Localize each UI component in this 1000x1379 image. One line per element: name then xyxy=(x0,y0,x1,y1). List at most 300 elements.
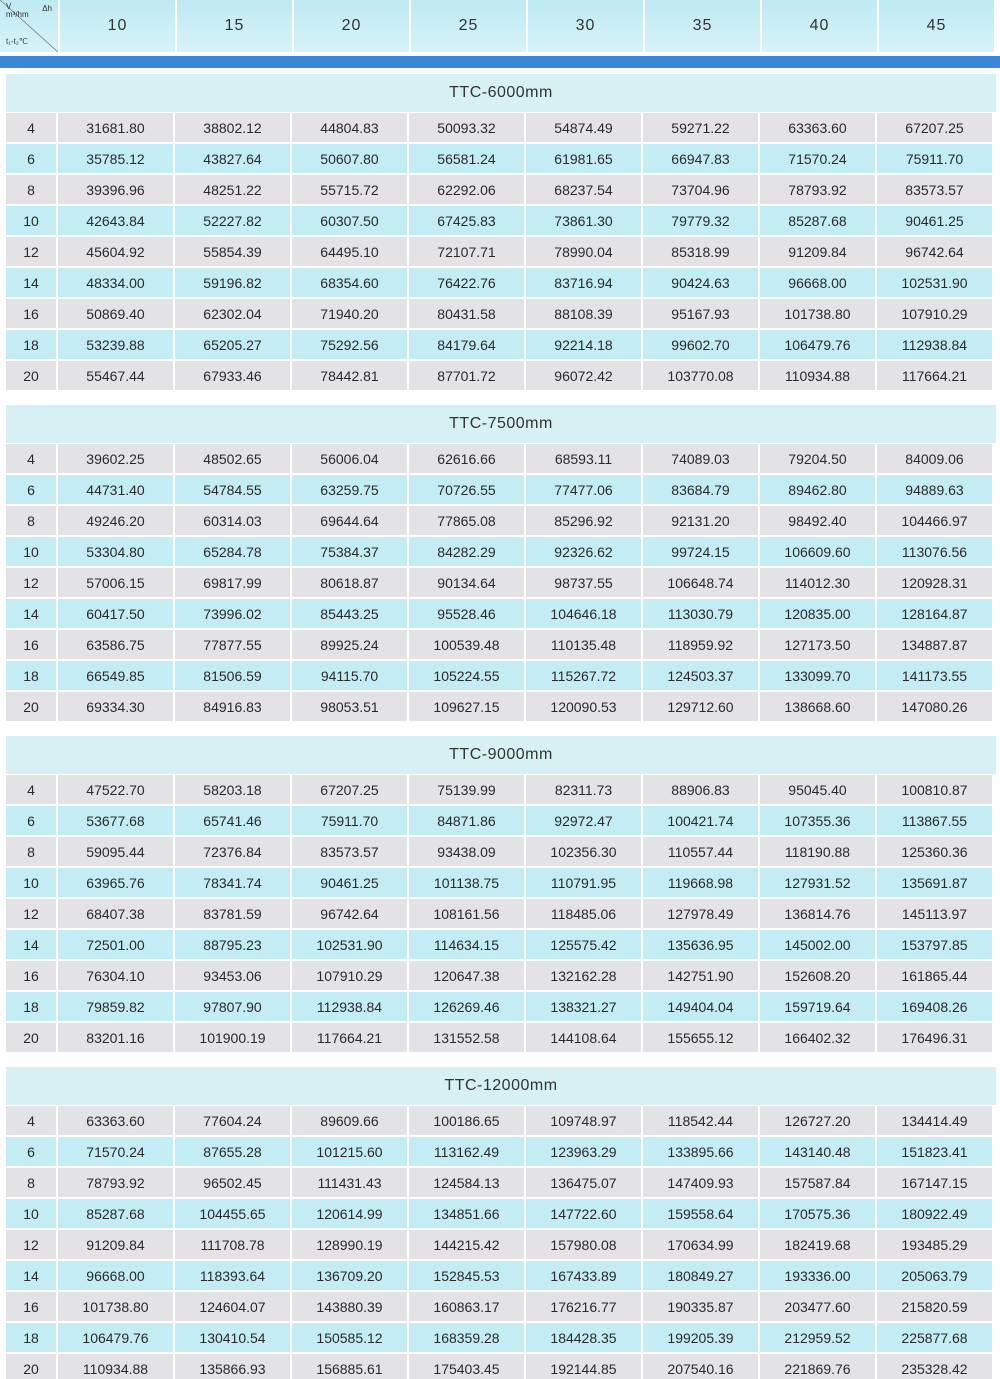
value-cell: 182419.68 xyxy=(760,1230,875,1259)
value-cell: 77865.08 xyxy=(409,506,524,535)
value-cell: 175403.45 xyxy=(409,1354,524,1379)
table-row xyxy=(6,1167,996,1198)
value-cell: 66947.83 xyxy=(643,144,758,173)
section-title: TTC-6000mm xyxy=(6,74,996,112)
value-cell: 60417.50 xyxy=(58,599,173,628)
row-temp-cell: 20 xyxy=(6,692,56,721)
value-cell: 83201.16 xyxy=(58,1023,173,1052)
value-cell: 60307.50 xyxy=(292,206,407,235)
value-cell: 138668.60 xyxy=(760,692,875,721)
table-row xyxy=(6,112,996,143)
column-header: 45 xyxy=(879,0,994,52)
value-cell: 77604.24 xyxy=(175,1106,290,1135)
value-cell: 96668.00 xyxy=(58,1261,173,1290)
value-cell: 73861.30 xyxy=(526,206,641,235)
value-cell: 100810.87 xyxy=(877,775,992,804)
value-cell: 118485.06 xyxy=(526,899,641,928)
table-row xyxy=(6,1353,996,1379)
table-row xyxy=(6,991,996,1022)
value-cell: 235328.42 xyxy=(877,1354,992,1379)
value-cell: 113867.55 xyxy=(877,806,992,835)
value-cell: 127978.49 xyxy=(643,899,758,928)
value-cell: 135691.87 xyxy=(877,868,992,897)
row-temp-cell: 16 xyxy=(6,630,56,659)
value-cell: 134887.87 xyxy=(877,630,992,659)
value-cell: 190335.87 xyxy=(643,1292,758,1321)
table-row xyxy=(6,1291,996,1322)
row-temp-cell: 6 xyxy=(6,806,56,835)
table-row xyxy=(6,960,996,991)
value-cell: 52227.82 xyxy=(175,206,290,235)
value-cell: 176216.77 xyxy=(526,1292,641,1321)
value-cell: 54784.55 xyxy=(175,475,290,504)
value-cell: 96742.64 xyxy=(877,237,992,266)
row-temp-cell: 10 xyxy=(6,868,56,897)
value-cell: 82311.73 xyxy=(526,775,641,804)
value-cell: 95167.93 xyxy=(643,299,758,328)
value-cell: 93453.06 xyxy=(175,961,290,990)
table-row xyxy=(6,536,996,567)
value-cell: 95045.40 xyxy=(760,775,875,804)
row-temp-cell: 14 xyxy=(6,1261,56,1290)
value-cell: 79859.82 xyxy=(58,992,173,1021)
value-cell: 112938.84 xyxy=(292,992,407,1021)
row-temp-cell: 20 xyxy=(6,1354,56,1379)
value-cell: 95528.46 xyxy=(409,599,524,628)
value-cell: 94889.63 xyxy=(877,475,992,504)
value-cell: 47522.70 xyxy=(58,775,173,804)
table-row xyxy=(6,205,996,236)
value-cell: 159558.64 xyxy=(643,1199,758,1228)
value-cell: 110135.48 xyxy=(526,630,641,659)
row-temp-cell: 4 xyxy=(6,113,56,142)
table-row xyxy=(6,1022,996,1053)
value-cell: 134414.49 xyxy=(877,1106,992,1135)
table-row xyxy=(6,898,996,929)
value-cell: 78793.92 xyxy=(760,175,875,204)
value-cell: 87655.28 xyxy=(175,1137,290,1166)
value-cell: 76304.10 xyxy=(58,961,173,990)
value-cell: 84871.86 xyxy=(409,806,524,835)
value-cell: 59196.82 xyxy=(175,268,290,297)
v-unit: m³/hm xyxy=(6,10,29,19)
value-cell: 155655.12 xyxy=(643,1023,758,1052)
value-cell: 56581.24 xyxy=(409,144,524,173)
value-cell: 96502.45 xyxy=(175,1168,290,1197)
value-cell: 170575.36 xyxy=(760,1199,875,1228)
table-section xyxy=(6,736,996,1053)
section-title: TTC-9000mm xyxy=(6,736,996,774)
value-cell: 55467.44 xyxy=(58,361,173,390)
value-cell: 193336.00 xyxy=(760,1261,875,1290)
value-cell: 48334.00 xyxy=(58,268,173,297)
value-cell: 39396.96 xyxy=(58,175,173,204)
value-cell: 75911.70 xyxy=(292,806,407,835)
corner-dh-label: Δh xyxy=(42,4,52,13)
value-cell: 88795.23 xyxy=(175,930,290,959)
value-cell: 73996.02 xyxy=(175,599,290,628)
value-cell: 128164.87 xyxy=(877,599,992,628)
value-cell: 105224.55 xyxy=(409,661,524,690)
value-cell: 73704.96 xyxy=(643,175,758,204)
value-cell: 106479.76 xyxy=(58,1323,173,1352)
table-row xyxy=(6,1260,996,1291)
row-temp-cell: 12 xyxy=(6,1230,56,1259)
value-cell: 133895.66 xyxy=(643,1137,758,1166)
value-cell: 53304.80 xyxy=(58,537,173,566)
value-cell: 110934.88 xyxy=(58,1354,173,1379)
value-cell: 75384.37 xyxy=(292,537,407,566)
value-cell: 110934.88 xyxy=(760,361,875,390)
value-cell: 114634.15 xyxy=(409,930,524,959)
row-temp-cell: 14 xyxy=(6,599,56,628)
value-cell: 125575.42 xyxy=(526,930,641,959)
value-cell: 63363.60 xyxy=(760,113,875,142)
row-temp-cell: 14 xyxy=(6,930,56,959)
value-cell: 117664.21 xyxy=(877,361,992,390)
value-cell: 136475.07 xyxy=(526,1168,641,1197)
column-header: 15 xyxy=(177,0,292,52)
value-cell: 106479.76 xyxy=(760,330,875,359)
value-cell: 71940.20 xyxy=(292,299,407,328)
value-cell: 98492.40 xyxy=(760,506,875,535)
value-cell: 99724.15 xyxy=(643,537,758,566)
value-cell: 96072.42 xyxy=(526,361,641,390)
value-cell: 104466.97 xyxy=(877,506,992,535)
value-cell: 44731.40 xyxy=(58,475,173,504)
value-cell: 96668.00 xyxy=(760,268,875,297)
value-cell: 127173.50 xyxy=(760,630,875,659)
value-cell: 120090.53 xyxy=(526,692,641,721)
value-cell: 90424.63 xyxy=(643,268,758,297)
value-cell: 59095.44 xyxy=(58,837,173,866)
row-temp-cell: 14 xyxy=(6,268,56,297)
value-cell: 100421.74 xyxy=(643,806,758,835)
value-cell: 125360.36 xyxy=(877,837,992,866)
value-cell: 106609.60 xyxy=(760,537,875,566)
value-cell: 152845.53 xyxy=(409,1261,524,1290)
value-cell: 147080.26 xyxy=(877,692,992,721)
value-cell: 53677.68 xyxy=(58,806,173,835)
value-cell: 225877.68 xyxy=(877,1323,992,1352)
v-symbol: V xyxy=(6,2,12,11)
table-row xyxy=(6,143,996,174)
value-cell: 176496.31 xyxy=(877,1023,992,1052)
value-cell: 94115.70 xyxy=(292,661,407,690)
row-temp-cell: 8 xyxy=(6,175,56,204)
row-temp-cell: 20 xyxy=(6,1023,56,1052)
row-temp-cell: 8 xyxy=(6,506,56,535)
value-cell: 74089.03 xyxy=(643,444,758,473)
value-cell: 87701.72 xyxy=(409,361,524,390)
value-cell: 104455.65 xyxy=(175,1199,290,1228)
value-cell: 92972.47 xyxy=(526,806,641,835)
value-cell: 212959.52 xyxy=(760,1323,875,1352)
value-cell: 78341.74 xyxy=(175,868,290,897)
value-cell: 67207.25 xyxy=(292,775,407,804)
value-cell: 69817.99 xyxy=(175,568,290,597)
value-cell: 79204.50 xyxy=(760,444,875,473)
table-row xyxy=(6,236,996,267)
value-cell: 144108.64 xyxy=(526,1023,641,1052)
value-cell: 93438.09 xyxy=(409,837,524,866)
table-row xyxy=(6,474,996,505)
value-cell: 64495.10 xyxy=(292,237,407,266)
value-cell: 124604.07 xyxy=(175,1292,290,1321)
value-cell: 78442.81 xyxy=(292,361,407,390)
value-cell: 42643.84 xyxy=(58,206,173,235)
value-cell: 92214.18 xyxy=(526,330,641,359)
column-header: 40 xyxy=(762,0,877,52)
table-row xyxy=(6,691,996,722)
value-cell: 83684.79 xyxy=(643,475,758,504)
value-cell: 68237.54 xyxy=(526,175,641,204)
value-cell: 101738.80 xyxy=(760,299,875,328)
value-cell: 78990.04 xyxy=(526,237,641,266)
value-cell: 101215.60 xyxy=(292,1137,407,1166)
value-cell: 167147.15 xyxy=(877,1168,992,1197)
section-title: TTC-7500mm xyxy=(6,405,996,443)
value-cell: 85318.99 xyxy=(643,237,758,266)
table-row xyxy=(6,443,996,474)
value-cell: 103770.08 xyxy=(643,361,758,390)
column-header: 20 xyxy=(294,0,409,52)
value-cell: 120614.99 xyxy=(292,1199,407,1228)
header-separator-bar xyxy=(0,56,1000,68)
value-cell: 91209.84 xyxy=(58,1230,173,1259)
value-cell: 120928.31 xyxy=(877,568,992,597)
value-cell: 199205.39 xyxy=(643,1323,758,1352)
value-cell: 129712.60 xyxy=(643,692,758,721)
value-cell: 84916.83 xyxy=(175,692,290,721)
value-cell: 143880.39 xyxy=(292,1292,407,1321)
row-temp-cell: 18 xyxy=(6,330,56,359)
table-row xyxy=(6,598,996,629)
value-cell: 107910.29 xyxy=(877,299,992,328)
value-cell: 157587.84 xyxy=(760,1168,875,1197)
value-cell: 72376.84 xyxy=(175,837,290,866)
column-header: 10 xyxy=(60,0,175,52)
value-cell: 70726.55 xyxy=(409,475,524,504)
row-temp-cell: 4 xyxy=(6,1106,56,1135)
row-temp-cell: 6 xyxy=(6,475,56,504)
value-cell: 143140.48 xyxy=(760,1137,875,1166)
value-cell: 79779.32 xyxy=(643,206,758,235)
value-cell: 84282.29 xyxy=(409,537,524,566)
value-cell: 68354.60 xyxy=(292,268,407,297)
value-cell: 114012.30 xyxy=(760,568,875,597)
value-cell: 96742.64 xyxy=(292,899,407,928)
value-cell: 56006.04 xyxy=(292,444,407,473)
value-cell: 152608.20 xyxy=(760,961,875,990)
value-cell: 44804.83 xyxy=(292,113,407,142)
value-cell: 100539.48 xyxy=(409,630,524,659)
row-temp-cell: 16 xyxy=(6,961,56,990)
value-cell: 107355.36 xyxy=(760,806,875,835)
value-cell: 75911.70 xyxy=(877,144,992,173)
row-temp-cell: 16 xyxy=(6,1292,56,1321)
value-cell: 85296.92 xyxy=(526,506,641,535)
value-cell: 35785.12 xyxy=(58,144,173,173)
table-row xyxy=(6,505,996,536)
value-cell: 65284.78 xyxy=(175,537,290,566)
corner-v-label xyxy=(6,3,29,19)
value-cell: 80618.87 xyxy=(292,568,407,597)
value-cell: 135866.93 xyxy=(175,1354,290,1379)
value-cell: 53239.88 xyxy=(58,330,173,359)
value-cell: 72501.00 xyxy=(58,930,173,959)
row-temp-cell: 6 xyxy=(6,144,56,173)
value-cell: 58203.18 xyxy=(175,775,290,804)
row-temp-cell: 16 xyxy=(6,299,56,328)
value-cell: 63965.76 xyxy=(58,868,173,897)
value-cell: 118393.64 xyxy=(175,1261,290,1290)
value-cell: 160863.17 xyxy=(409,1292,524,1321)
value-cell: 55854.39 xyxy=(175,237,290,266)
value-cell: 147409.93 xyxy=(643,1168,758,1197)
value-cell: 107910.29 xyxy=(292,961,407,990)
value-cell: 215820.59 xyxy=(877,1292,992,1321)
value-cell: 115267.72 xyxy=(526,661,641,690)
value-cell: 184428.35 xyxy=(526,1323,641,1352)
value-cell: 111431.43 xyxy=(292,1168,407,1197)
value-cell: 149404.04 xyxy=(643,992,758,1021)
value-cell: 159719.64 xyxy=(760,992,875,1021)
value-cell: 92131.20 xyxy=(643,506,758,535)
value-cell: 84179.64 xyxy=(409,330,524,359)
value-cell: 102356.30 xyxy=(526,837,641,866)
value-cell: 50607.80 xyxy=(292,144,407,173)
value-cell: 144215.42 xyxy=(409,1230,524,1259)
value-cell: 131552.58 xyxy=(409,1023,524,1052)
value-cell: 39602.25 xyxy=(58,444,173,473)
value-cell: 113076.56 xyxy=(877,537,992,566)
value-cell: 167433.89 xyxy=(526,1261,641,1290)
value-cell: 124584.13 xyxy=(409,1168,524,1197)
table-row xyxy=(6,867,996,898)
value-cell: 80431.58 xyxy=(409,299,524,328)
value-cell: 108161.56 xyxy=(409,899,524,928)
value-cell: 98737.55 xyxy=(526,568,641,597)
value-cell: 136709.20 xyxy=(292,1261,407,1290)
value-cell: 84009.06 xyxy=(877,444,992,473)
table-row xyxy=(6,929,996,960)
value-cell: 153797.85 xyxy=(877,930,992,959)
row-temp-cell: 18 xyxy=(6,1323,56,1352)
value-cell: 112938.84 xyxy=(877,330,992,359)
value-cell: 83573.57 xyxy=(877,175,992,204)
value-cell: 91209.84 xyxy=(760,237,875,266)
value-cell: 88906.83 xyxy=(643,775,758,804)
value-cell: 68407.38 xyxy=(58,899,173,928)
value-cell: 113162.49 xyxy=(409,1137,524,1166)
value-cell: 111708.78 xyxy=(175,1230,290,1259)
value-cell: 54874.49 xyxy=(526,113,641,142)
row-temp-cell: 10 xyxy=(6,1199,56,1228)
value-cell: 117664.21 xyxy=(292,1023,407,1052)
value-cell: 67425.83 xyxy=(409,206,524,235)
value-cell: 203477.60 xyxy=(760,1292,875,1321)
value-cell: 75292.56 xyxy=(292,330,407,359)
value-cell: 85443.25 xyxy=(292,599,407,628)
table-row xyxy=(6,836,996,867)
value-cell: 113030.79 xyxy=(643,599,758,628)
table-row xyxy=(6,1105,996,1136)
row-temp-cell: 4 xyxy=(6,444,56,473)
value-cell: 101138.75 xyxy=(409,868,524,897)
value-cell: 85287.68 xyxy=(58,1199,173,1228)
value-cell: 98053.51 xyxy=(292,692,407,721)
value-cell: 145113.97 xyxy=(877,899,992,928)
value-cell: 126727.20 xyxy=(760,1106,875,1135)
value-cell: 69644.64 xyxy=(292,506,407,535)
value-cell: 151823.41 xyxy=(877,1137,992,1166)
value-cell: 166402.32 xyxy=(760,1023,875,1052)
value-cell: 126269.46 xyxy=(409,992,524,1021)
section-title: TTC-12000mm xyxy=(6,1067,996,1105)
table-row xyxy=(6,267,996,298)
value-cell: 71570.24 xyxy=(760,144,875,173)
row-temp-cell: 18 xyxy=(6,661,56,690)
value-cell: 104646.18 xyxy=(526,599,641,628)
value-cell: 63259.75 xyxy=(292,475,407,504)
value-cell: 136814.76 xyxy=(760,899,875,928)
value-cell: 147722.60 xyxy=(526,1199,641,1228)
value-cell: 63363.60 xyxy=(58,1106,173,1135)
value-cell: 65741.46 xyxy=(175,806,290,835)
row-temp-cell: 8 xyxy=(6,1168,56,1197)
row-temp-cell: 20 xyxy=(6,361,56,390)
value-cell: 132162.28 xyxy=(526,961,641,990)
value-cell: 90134.64 xyxy=(409,568,524,597)
value-cell: 118190.88 xyxy=(760,837,875,866)
value-cell: 141173.55 xyxy=(877,661,992,690)
value-cell: 92326.62 xyxy=(526,537,641,566)
value-cell: 90461.25 xyxy=(292,868,407,897)
value-cell: 59271.22 xyxy=(643,113,758,142)
column-header-row xyxy=(0,0,1000,56)
value-cell: 83781.59 xyxy=(175,899,290,928)
value-cell: 145002.00 xyxy=(760,930,875,959)
value-cell: 169408.26 xyxy=(877,992,992,1021)
value-cell: 68593.11 xyxy=(526,444,641,473)
value-cell: 130410.54 xyxy=(175,1323,290,1352)
value-cell: 168359.28 xyxy=(409,1323,524,1352)
value-cell: 69334.30 xyxy=(58,692,173,721)
table-section xyxy=(6,74,996,391)
table-section xyxy=(6,1067,996,1379)
value-cell: 45604.92 xyxy=(58,237,173,266)
corner-t-label: t₁-t₂℃ xyxy=(6,37,28,46)
value-cell: 62292.06 xyxy=(409,175,524,204)
value-cell: 62302.04 xyxy=(175,299,290,328)
value-cell: 110791.95 xyxy=(526,868,641,897)
row-temp-cell: 18 xyxy=(6,992,56,1021)
column-header: 30 xyxy=(528,0,643,52)
value-cell: 57006.15 xyxy=(58,568,173,597)
table-section xyxy=(6,405,996,722)
table-row xyxy=(6,660,996,691)
value-cell: 89925.24 xyxy=(292,630,407,659)
value-cell: 55715.72 xyxy=(292,175,407,204)
value-cell: 50093.32 xyxy=(409,113,524,142)
value-cell: 124503.37 xyxy=(643,661,758,690)
value-cell: 48502.65 xyxy=(175,444,290,473)
value-cell: 134851.66 xyxy=(409,1199,524,1228)
column-header: 25 xyxy=(411,0,526,52)
row-temp-cell: 8 xyxy=(6,837,56,866)
value-cell: 128990.19 xyxy=(292,1230,407,1259)
